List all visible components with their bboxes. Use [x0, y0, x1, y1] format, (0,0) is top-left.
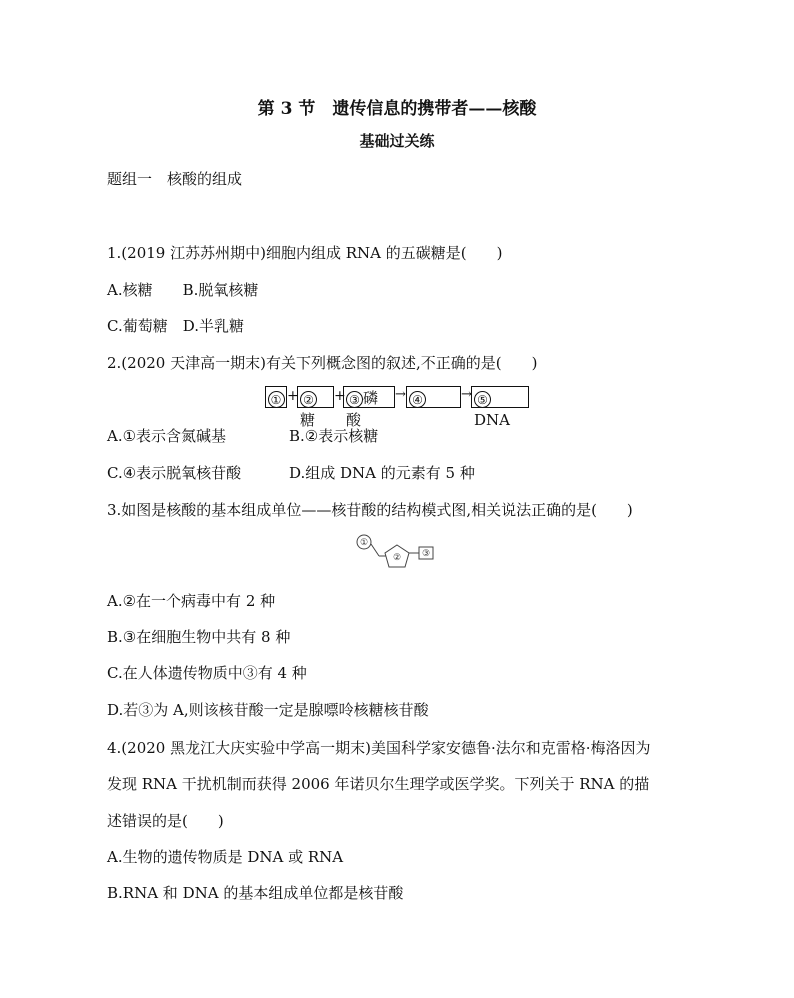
q1-options-ab: A.核糖 B.脱氧核糖 [107, 281, 259, 299]
arrow-icon: → [461, 387, 472, 402]
concept-text-3: 磷酸 [346, 389, 379, 429]
nucleotide-label-3: ③ [421, 549, 431, 559]
nucleotide-label-2: ② [392, 553, 402, 563]
q3-stem: 3.如图是核酸的基本组成单位——核苷酸的结构模式图,相关说法正确的是( ) [107, 501, 633, 519]
concept-label-3: ③ [346, 391, 363, 408]
concept-box-5 [471, 386, 529, 429]
q2-option-a: A.①表示含氮碱基 [107, 427, 227, 445]
concept-label-5: ⑤ [474, 391, 491, 408]
arrow-icon: → [395, 387, 406, 402]
concept-box-1 [265, 386, 287, 408]
q4-option-b: B.RNA 和 DNA 的基本组成单位都是核苷酸 [107, 884, 404, 902]
q4-stem-line-1: 4.(2020 黑龙江大庆实验中学高一期末)美国科学家安德鲁·法尔和克雷格·梅洛因为 [107, 739, 651, 757]
q3-option-b: B.③在细胞生物中共有 8 种 [107, 628, 291, 646]
page-title: 第 3 节 遗传信息的携带者——核酸 [257, 99, 537, 119]
section-subtitle: 基础过关练 [359, 132, 435, 150]
group-heading: 题组一 核酸的组成 [107, 170, 243, 188]
concept-text-2: 糖 [300, 411, 316, 429]
q2-option-b: B.②表示核糖 [289, 427, 379, 445]
concept-label-1: ① [268, 391, 285, 408]
plus-sign: + [287, 388, 299, 404]
q2-stem: 2.(2020 天津高一期末)有关下列概念图的叙述,不正确的是( ) [107, 354, 538, 372]
q3-option-d: D.若③为 A,则该核苷酸一定是腺嘌呤核糖核苷酸 [107, 701, 429, 719]
plus-sign: + [334, 388, 346, 404]
concept-label-2: ② [300, 391, 317, 408]
q4-stem-line-3: 述错误的是( ) [107, 812, 224, 830]
nucleotide-diagram [353, 532, 443, 574]
concept-box-4 [406, 386, 461, 408]
q2-option-c: C.④表示脱氧核苷酸 [107, 464, 242, 482]
q3-option-a: A.②在一个病毒中有 2 种 [107, 592, 276, 610]
q3-option-c: C.在人体遗传物质中③有 4 种 [107, 664, 307, 682]
nucleotide-label-1: ① [359, 538, 369, 548]
q4-option-a: A.生物的遗传物质是 DNA 或 RNA [107, 848, 344, 866]
bond-line [371, 544, 379, 556]
concept-label-4: ④ [409, 391, 426, 408]
q4-stem-line-2: 发现 RNA 干扰机制而获得 2006 年诺贝尔生理学或医学奖。下列关于 RNA 的描 [107, 775, 650, 793]
concept-text-5: DNA [474, 411, 510, 429]
concept-box-2 [297, 386, 334, 429]
q1-options-cd: C.葡萄糖 D.半乳糖 [107, 317, 244, 335]
concept-box-3 [343, 386, 395, 429]
q2-option-d: D.组成 DNA 的元素有 5 种 [289, 464, 475, 482]
q1-stem: 1.(2019 江苏苏州期中)细胞内组成 RNA 的五碳糖是( ) [107, 244, 503, 262]
